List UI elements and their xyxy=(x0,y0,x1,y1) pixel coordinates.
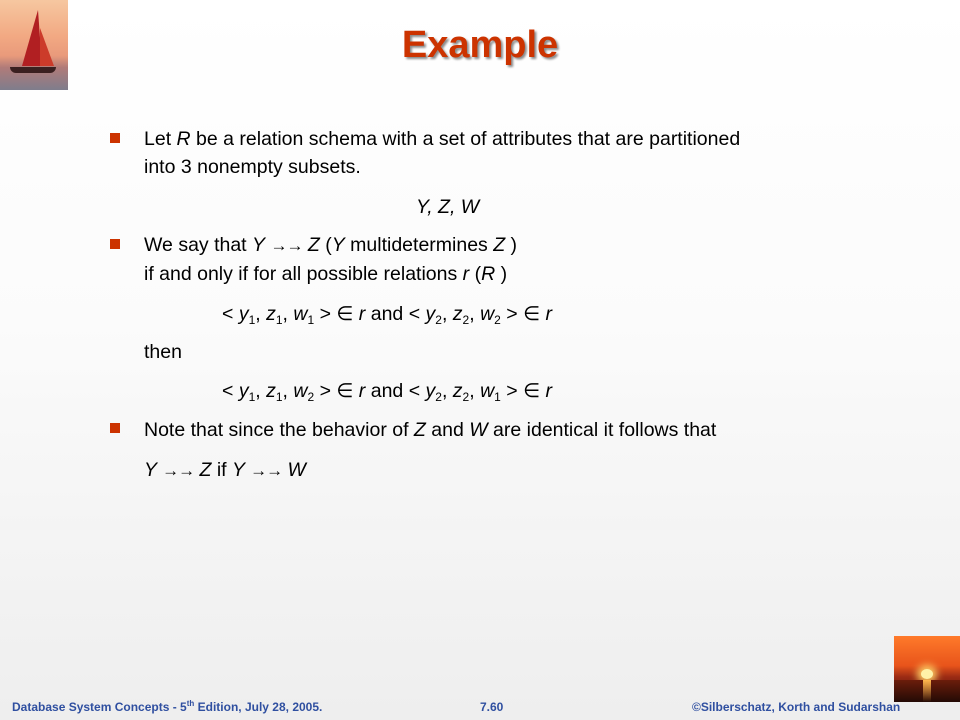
element-of-icon: ∈ xyxy=(336,303,354,325)
text: ( xyxy=(469,263,482,285)
multidetermines-arrow-icon: →→ xyxy=(270,236,303,255)
multidetermines-arrow-icon: →→ xyxy=(250,461,283,480)
sun-shape xyxy=(921,669,933,679)
t: y xyxy=(425,303,436,325)
t: 1 xyxy=(275,390,283,404)
bullet-2-line-1 xyxy=(144,231,517,260)
bullet-1-line-2: into 3 nonempty subsets. xyxy=(144,156,361,178)
t: < xyxy=(222,380,239,402)
sea-shape xyxy=(894,680,960,702)
footer-copyright: ©Silberschatz, Korth and Sudarshan xyxy=(692,700,901,714)
t: w xyxy=(480,303,495,325)
footer-page-number: 7.60 xyxy=(480,700,504,714)
var-Z: Z xyxy=(413,419,426,441)
text: if and only if for all possible relations xyxy=(144,263,463,285)
t: w xyxy=(293,380,308,402)
multidetermines-arrow-icon: →→ xyxy=(162,461,195,480)
t: , xyxy=(469,380,481,402)
t: , xyxy=(255,303,267,325)
conclusion xyxy=(144,456,306,485)
t: < xyxy=(408,380,426,402)
var-Z: Z xyxy=(194,459,212,481)
var-Y: Y xyxy=(252,234,266,256)
text: Note that since the behavior of xyxy=(144,419,414,441)
footer-book-info xyxy=(12,700,322,714)
t: w xyxy=(293,303,308,325)
tuples-condition xyxy=(222,300,552,328)
t: , xyxy=(255,380,267,402)
t: r xyxy=(353,380,366,402)
t: 1 xyxy=(275,313,283,327)
var-Y: Y xyxy=(144,459,163,481)
t: th xyxy=(186,699,195,708)
text: if xyxy=(211,459,233,481)
slide-title: Example xyxy=(401,24,559,66)
t: Edition, July 28, 2005. xyxy=(194,700,323,714)
bullet-3-marker xyxy=(110,423,120,433)
t: 1 xyxy=(248,313,256,327)
text: are identical it follows that xyxy=(487,419,717,441)
t: r xyxy=(540,303,552,325)
t: r xyxy=(540,380,552,402)
subsets-text: Y, Z, W xyxy=(416,196,480,218)
t: y xyxy=(238,380,249,402)
text: ( xyxy=(319,234,332,256)
t: 1 xyxy=(248,390,256,404)
t: r xyxy=(353,303,366,325)
bullet-1-marker xyxy=(110,133,120,143)
bullet-2-marker xyxy=(110,239,120,249)
t: 1 xyxy=(494,390,501,404)
text: ) xyxy=(495,263,508,285)
then-label: then xyxy=(144,341,182,363)
t: z xyxy=(452,303,463,325)
t: y xyxy=(425,380,436,402)
t: < xyxy=(222,303,239,325)
t: 1 xyxy=(307,313,315,327)
t: z xyxy=(452,380,463,402)
t: 2 xyxy=(307,390,315,404)
t: , xyxy=(469,303,481,325)
t: 2 xyxy=(435,390,442,404)
t: , xyxy=(441,380,453,402)
sunset-image xyxy=(894,636,960,702)
var-r: r xyxy=(462,263,470,285)
text: ) xyxy=(505,234,518,256)
t: Database System Concepts - 5 xyxy=(12,700,187,714)
element-of-icon: ∈ xyxy=(523,380,541,402)
t: w xyxy=(480,380,495,402)
t: > xyxy=(500,380,524,402)
t: 2 xyxy=(435,313,442,327)
t: and xyxy=(365,380,409,402)
var-Z: Z xyxy=(307,234,320,256)
attribute-subsets xyxy=(416,193,479,221)
t: 2 xyxy=(462,313,470,327)
text: We say that xyxy=(144,234,253,256)
var-R: R xyxy=(176,128,191,150)
bullet-2-line-2 xyxy=(144,260,507,288)
hull-shape xyxy=(10,67,56,73)
text: and xyxy=(425,419,470,441)
element-of-icon: ∈ xyxy=(523,303,541,325)
text: Let xyxy=(144,128,177,150)
var-W: W xyxy=(282,459,306,481)
t: > xyxy=(314,303,337,325)
var-Y: Y xyxy=(331,234,345,256)
t: 2 xyxy=(494,313,501,327)
var-R: R xyxy=(481,263,496,285)
tuples-consequence xyxy=(222,377,552,405)
text: multidetermines xyxy=(344,234,494,256)
var-W: W xyxy=(469,419,488,441)
t: and xyxy=(365,303,409,325)
var-Y: Y xyxy=(232,459,251,481)
bullet-3-line-1 xyxy=(144,416,716,444)
bullet-1-line-1 xyxy=(144,125,740,153)
t: < xyxy=(408,303,426,325)
text: be a relation schema with a set of attributes that are partitioned xyxy=(190,128,741,150)
element-of-icon: ∈ xyxy=(336,380,354,402)
t: y xyxy=(238,303,249,325)
t: > xyxy=(314,380,337,402)
t: , xyxy=(441,303,453,325)
var-Z: Z xyxy=(493,234,506,256)
t: > xyxy=(500,303,524,325)
t: z xyxy=(266,303,276,325)
t: , xyxy=(282,380,294,402)
t: 2 xyxy=(462,390,470,404)
t: , xyxy=(282,303,294,325)
t: z xyxy=(266,380,276,402)
